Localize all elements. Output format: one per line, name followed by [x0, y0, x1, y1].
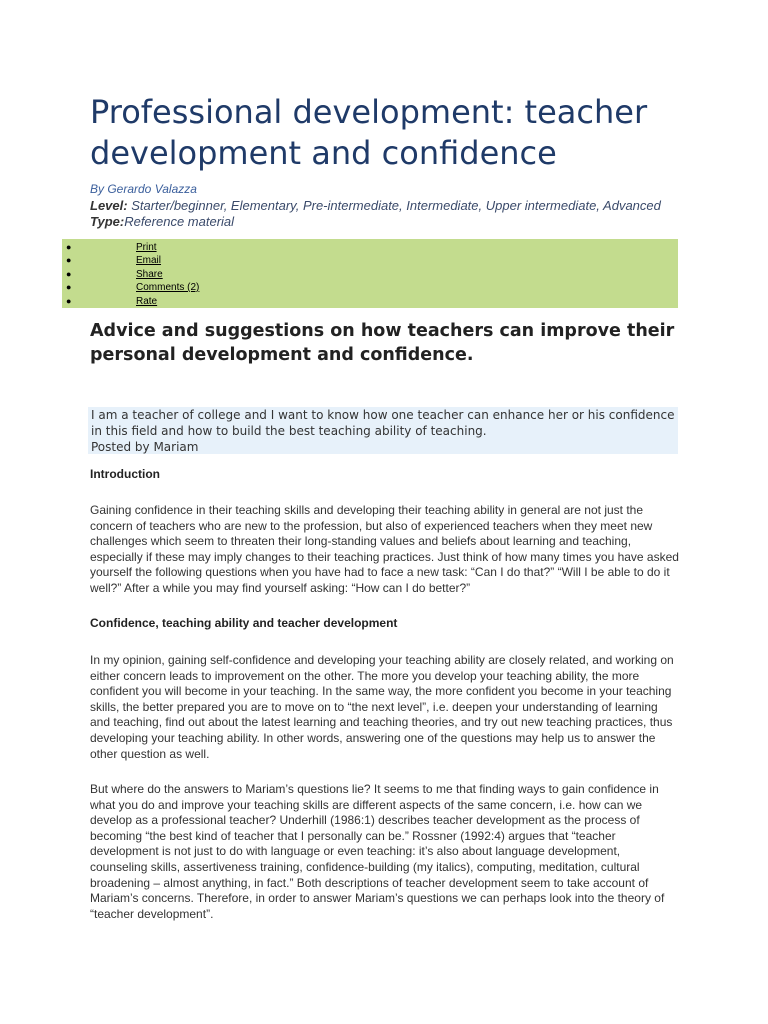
reader-question-box	[88, 407, 678, 454]
comments-link[interactable]: Comments (2)	[136, 282, 200, 294]
confidence-paragraph-2: But where do the answers to Mariam’s questions lie? It seems to me that finding ways to gain confidence in what you do and improve your teaching skills are different aspects of the same concern, i.e. how can we develop as a professional teacher? Underhill (1986:1) describes teacher development as the process of becoming “the best kind of teacher that I personally can be.” Rossner (1992:4) argues that “teacher development is not just to do with language or even teaching: it’s also about language development, counseling skills, assertiveness training, confidence-building (my italics), computing, meditation, cultural broadening – almost anything, in fact.” Both descriptions of teacher development seem to take account of Mariam’s concerns. Therefore, in order to answer Mariam’s questions we can perhaps look into the theory of “teacher development”.	[90, 782, 665, 921]
section-heading-introduction: Introduction	[90, 467, 160, 481]
toolbar-list	[62, 239, 678, 308]
article-subtitle: Advice and suggestions on how teachers can improve their personal development and confidence.	[90, 321, 675, 365]
toolbar-item-share	[62, 268, 678, 281]
level-info	[90, 198, 680, 231]
author-byline[interactable]: By Gerardo Valazza	[90, 182, 197, 196]
page-title: Professional development: teacher development and confidence	[90, 93, 648, 172]
confidence-paragraph-1: In my opinion, gaining self-confidence and developing your teaching ability are closely related, and working on either concern leads to improvement on the other. The more you develop your teaching ability, the more confident you will become in your teaching. In the same way, the more confident you become in your teaching skills, the better prepared you are to move on to “the next level”, i.e. deepen your understanding of learning and teaching, find out about the latest learning and teaching theories, and try out new teaching practices, thus developing your teaching ability. In other words, answering one of the questions may help us to answer the other question as well.	[90, 653, 674, 761]
type-label: Type:	[90, 214, 125, 229]
bullet-icon: ●	[66, 255, 72, 266]
email-link[interactable]: Email	[136, 255, 162, 267]
article-toolbar	[62, 239, 678, 308]
toolbar-item-comments	[62, 281, 678, 294]
bullet-icon: ●	[66, 295, 72, 306]
toolbar-item-rate	[62, 295, 678, 308]
article-meta	[90, 181, 680, 231]
level-label: Level:	[90, 197, 128, 213]
posted-by: Posted by Mariam	[91, 440, 199, 454]
type-value: Reference material	[124, 214, 235, 229]
print-link[interactable]: Print	[136, 242, 157, 253]
rate-link[interactable]: Rate	[136, 295, 158, 307]
level-value: Starter/beginner, Elementary, Pre-intermediate, Intermediate, Upper intermediate, Advanced	[131, 197, 661, 213]
question-text: I am a teacher of college and I want to know how one teacher can enhance her or his confidence in this field and how to build the best teaching ability of teaching.	[91, 408, 675, 438]
share-link[interactable]: Share	[136, 268, 163, 280]
toolbar-item-print	[62, 241, 678, 254]
intro-paragraph: Gaining confidence in their teaching skills and developing their teaching ability in general are not just the concern of teachers who are new to the profession, but also of experienced teachers when they meet new challenges which seem to threaten their long-standing values and beliefs about learning and teaching, especially if these may imply changes to their teaching practices. Just think of how many times you have asked yourself the following questions when you have had to face a new task: “Can I do that?” “Will I be able to do it well?” After a while you may find yourself asking: “How can I do better?”	[90, 503, 679, 595]
toolbar-item-email	[62, 254, 678, 267]
section-heading-confidence: Confidence, teaching ability and teacher development	[90, 616, 398, 630]
bullet-icon: ●	[66, 282, 72, 293]
bullet-icon: ●	[66, 268, 72, 279]
bullet-icon: ●	[66, 242, 72, 252]
